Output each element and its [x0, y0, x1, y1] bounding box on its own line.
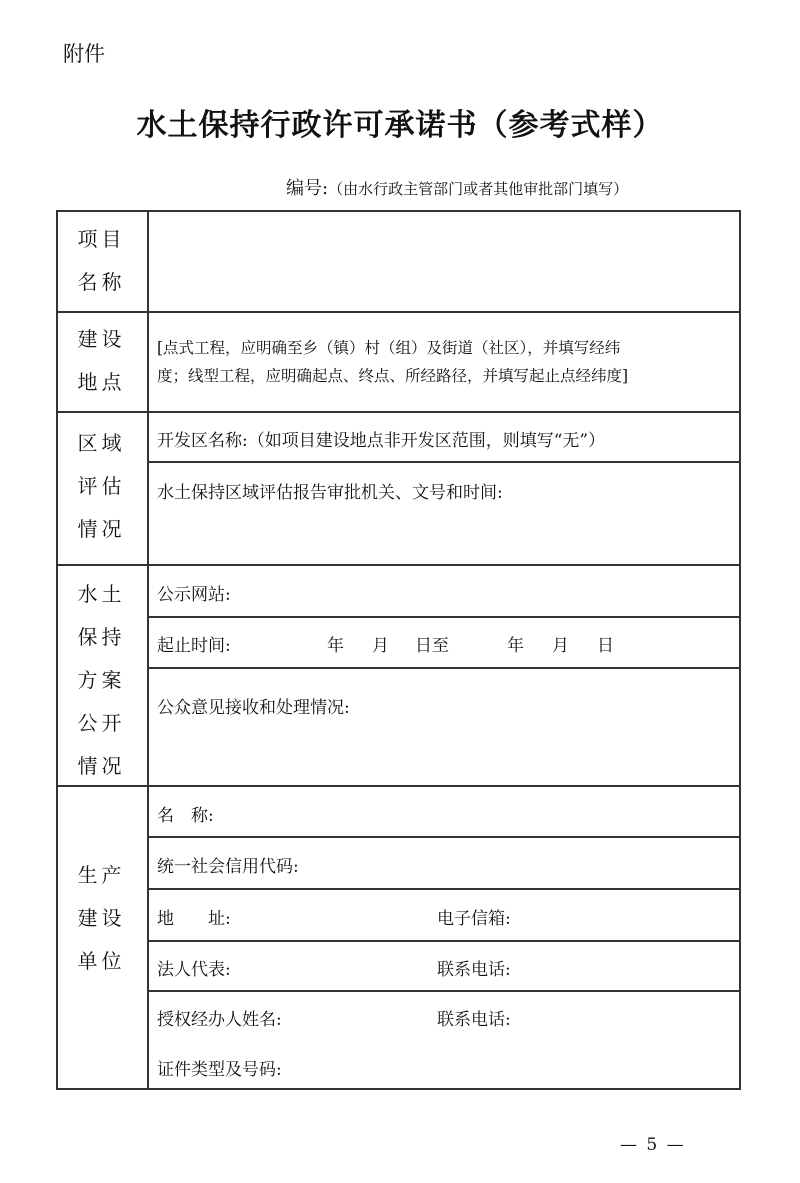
row-divider — [147, 990, 740, 992]
agent-name-field[interactable]: 授权经办人姓名: — [157, 1010, 282, 1030]
producer-label — [56, 854, 147, 983]
row-divider — [56, 311, 740, 313]
legal-rep-field[interactable]: 法人代表: — [157, 960, 231, 980]
row-divider — [147, 888, 740, 890]
label-column-divider — [147, 210, 149, 1090]
period-label: 起止时间: — [157, 636, 231, 656]
agent-phone-field[interactable]: 联系电话: — [437, 1010, 511, 1030]
serial-label: 编号: — [286, 178, 329, 199]
serial-number-line — [286, 174, 628, 200]
period-year-start: 年 — [327, 636, 344, 656]
page-number: — 5 — — [620, 1135, 686, 1155]
label-line: 评估 — [77, 474, 126, 498]
table-border-right — [739, 210, 741, 1090]
regional-assessment-label — [56, 422, 147, 551]
email-field[interactable]: 电子信箱: — [437, 909, 511, 929]
row-divider — [147, 836, 740, 838]
row-divider — [147, 667, 740, 669]
label-line: 单位 — [77, 949, 126, 973]
serial-hint: （由水行政主管部门或者其他审批部门填写） — [328, 180, 629, 198]
row-divider — [147, 461, 740, 463]
period-day-start: 日至 — [415, 636, 449, 656]
project-name-label — [56, 218, 147, 304]
credit-code-field[interactable]: 统一社会信用代码: — [157, 857, 299, 877]
website-field[interactable]: 公示网站: — [157, 585, 231, 605]
location-field[interactable] — [157, 334, 735, 390]
plan-disclosure-label — [56, 573, 147, 788]
location-label — [56, 318, 147, 404]
label-line: 保持 — [77, 625, 126, 649]
public-opinions-field[interactable]: 公众意见接收和处理情况: — [157, 698, 350, 718]
address-field[interactable]: 地 址: — [157, 909, 231, 929]
period-day-end: 日 — [597, 636, 614, 656]
label-line: 区域 — [77, 431, 126, 455]
row-divider — [147, 940, 740, 942]
location-note-line: [点式工程，应明确至乡（镇）村（组）及街道（社区），并填写经纬 — [157, 339, 621, 357]
label-line: 地点 — [77, 370, 126, 394]
document-title: 水土保持行政许可承诺书（参考式样） — [136, 108, 664, 143]
period-month-start: 月 — [372, 636, 389, 656]
table-border-bottom — [56, 1088, 740, 1090]
row-divider — [56, 785, 740, 787]
row-divider — [56, 411, 740, 413]
label-line: 公开 — [77, 711, 126, 735]
id-type-field[interactable]: 证件类型及号码: — [157, 1060, 282, 1080]
label-line: 名称 — [77, 270, 126, 294]
label-line: 项目 — [77, 227, 126, 251]
location-note-line: 度；线型工程，应明确起点、终点、所经路径，并填写起止点经纬度] — [157, 367, 629, 385]
row-divider — [56, 564, 740, 566]
dev-zone-field[interactable]: 开发区名称:（如项目建设地点非开发区范围，则填写“无”） — [157, 431, 606, 451]
period-month-end: 月 — [552, 636, 569, 656]
producer-name-field[interactable]: 名 称: — [157, 806, 214, 826]
row-divider — [147, 616, 740, 618]
assessment-report-field[interactable]: 水土保持区域评估报告审批机关、文号和时间: — [157, 483, 503, 503]
period-year-end: 年 — [507, 636, 524, 656]
label-line: 情况 — [77, 517, 126, 541]
project-name-field[interactable] — [149, 212, 738, 310]
phone-field[interactable]: 联系电话: — [437, 960, 511, 980]
label-line: 生产 — [77, 863, 126, 887]
label-line: 建设 — [77, 327, 126, 351]
label-line: 建设 — [77, 906, 126, 930]
attachment-label: 附件 — [63, 42, 105, 66]
label-line: 情况 — [77, 754, 126, 778]
label-line: 水土 — [77, 582, 126, 606]
label-line: 方案 — [77, 668, 126, 692]
period-field[interactable] — [157, 631, 614, 656]
